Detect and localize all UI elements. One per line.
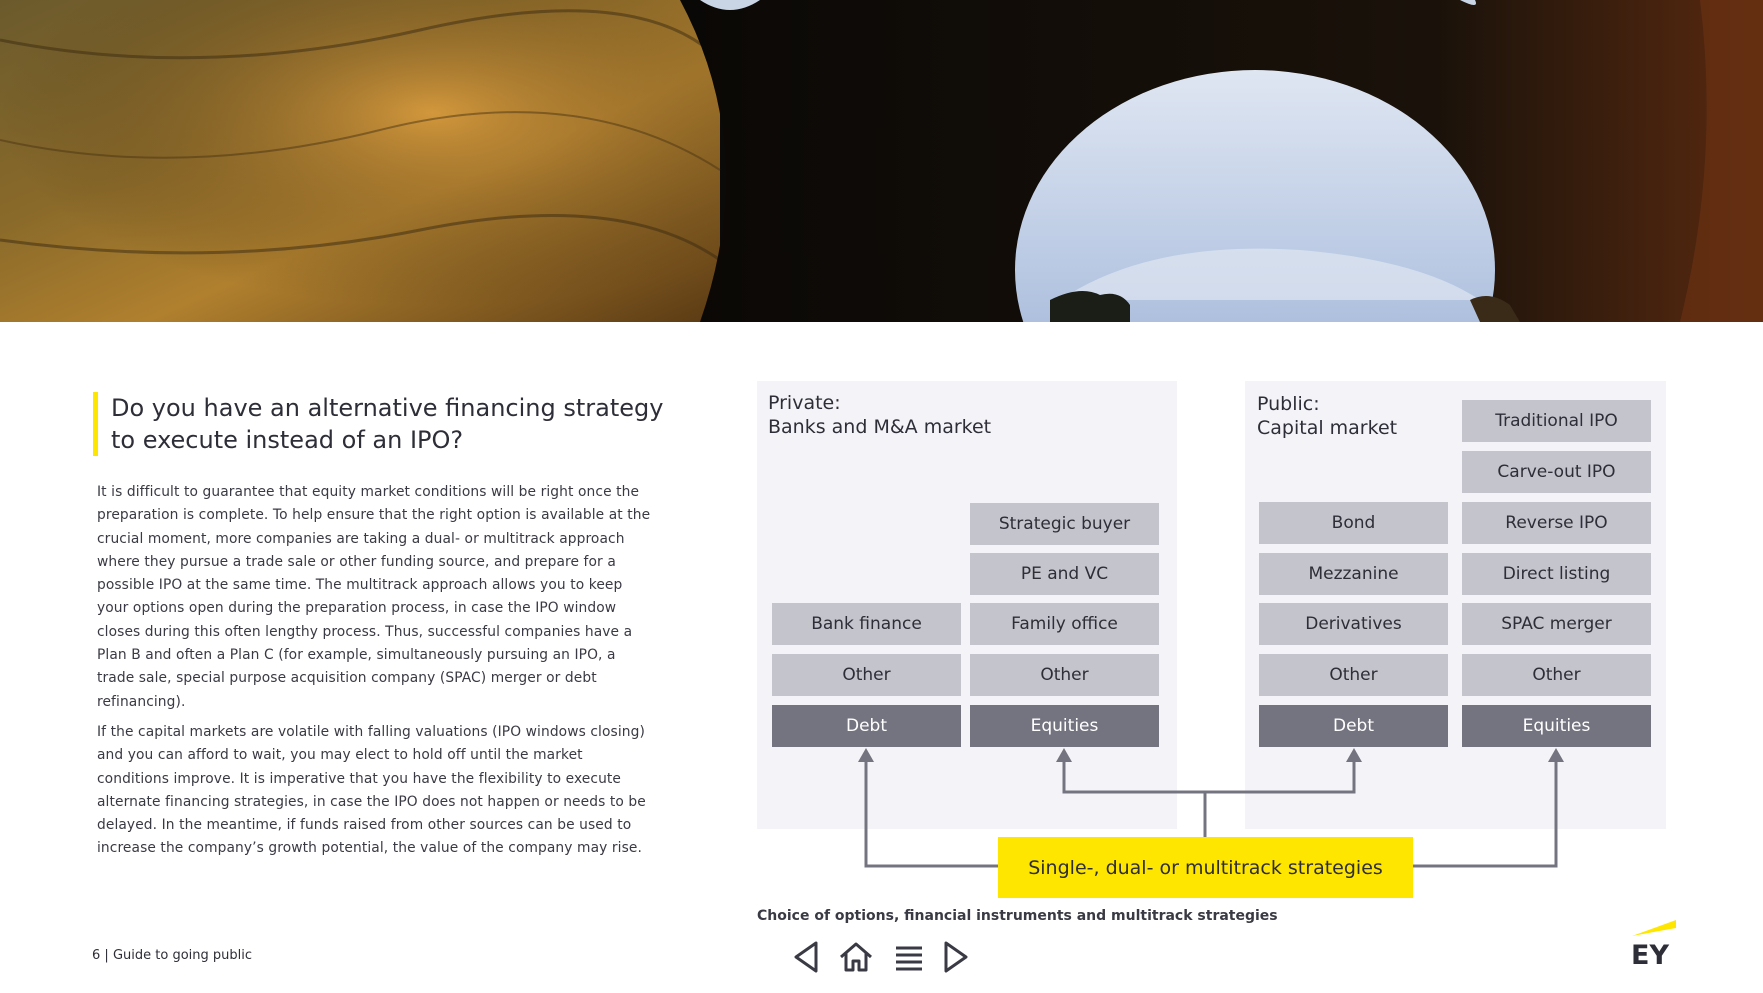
next-icon[interactable] bbox=[942, 940, 970, 974]
private-title-line2: Banks and M&A market bbox=[768, 416, 992, 438]
public-box-bond: Bond bbox=[1259, 502, 1448, 544]
public-box-direct-listing: Direct listing bbox=[1462, 553, 1651, 595]
arrow-line-public-equities bbox=[1413, 760, 1556, 866]
private-box-family-office: Family office bbox=[970, 603, 1159, 645]
public-box-debt-other: Other bbox=[1259, 654, 1448, 696]
private-box-pe-vc: PE and VC bbox=[970, 553, 1159, 595]
paragraph-1: It is difficult to guarantee that equity market conditions will be right once the preparation is complete. To help ensure that the right option is available at the crucial moment, more companies are taking a dual- or multitrack approach where they pursue a trade sale or other funding source, and prepare for a possible IPO at the same time. The multitrack approach allows you to keep your options open during the preparation process, in case the IPO window closes during this often lengthy process. Thus, successful companies have a Plan B and often a Plan C (for example, simultaneously pursuing an IPO, a trade sale, special purpose acquisition company (SPAC) merger or debt refinancing). bbox=[97, 484, 651, 710]
public-box-derivatives: Derivatives bbox=[1259, 603, 1448, 645]
private-box-equities: Equities bbox=[970, 705, 1159, 747]
private-box-equity-other: Other bbox=[970, 654, 1159, 696]
private-box-bank-finance: Bank finance bbox=[772, 603, 961, 645]
multitrack-strategies-box bbox=[998, 837, 1413, 898]
ey-logo bbox=[1630, 918, 1678, 970]
public-box-debt: Debt bbox=[1259, 705, 1448, 747]
arrowhead-public-equities bbox=[1548, 748, 1564, 762]
private-box-strategic-buyer: Strategic buyer bbox=[970, 503, 1159, 545]
public-box-mezzanine: Mezzanine bbox=[1259, 553, 1448, 595]
arrowhead-private-debt bbox=[858, 748, 874, 762]
public-box-spac-merger: SPAC merger bbox=[1462, 603, 1651, 645]
private-box-debt-other: Other bbox=[772, 654, 961, 696]
multitrack-strategies-label: Single-, dual- or multitrack strategies bbox=[1028, 856, 1383, 879]
heading-text: Do you have an alternative financing strategy to execute instead of an IPO? bbox=[111, 394, 664, 454]
previous-icon[interactable] bbox=[792, 940, 820, 974]
menu-icon[interactable] bbox=[894, 940, 924, 974]
arrow-line-private-debt bbox=[866, 760, 998, 866]
public-box-reverse-ipo: Reverse IPO bbox=[1462, 502, 1651, 544]
home-icon[interactable] bbox=[838, 940, 874, 974]
public-box-traditional-ipo: Traditional IPO bbox=[1462, 400, 1651, 442]
arrowhead-public-debt bbox=[1346, 748, 1362, 762]
private-title-line1: Private: bbox=[768, 392, 841, 414]
footer-title: Guide to going public bbox=[112, 948, 252, 963]
arrow-line-private-equities bbox=[1064, 760, 1205, 792]
footer-separator: | bbox=[104, 948, 109, 963]
arrowhead-private-equities bbox=[1056, 748, 1072, 762]
public-title-line2: Capital market bbox=[1257, 417, 1398, 439]
private-box-debt: Debt bbox=[772, 705, 961, 747]
public-box-carve-out-ipo: Carve-out IPO bbox=[1462, 451, 1651, 493]
ey-logo-text: EY bbox=[1631, 940, 1669, 966]
diagram-caption: Choice of options, financial instruments and multitrack strategies bbox=[757, 908, 1278, 924]
public-box-equities: Equities bbox=[1462, 705, 1651, 747]
page-number: 6 bbox=[92, 948, 101, 963]
page-footer bbox=[92, 948, 252, 963]
public-box-equity-other: Other bbox=[1462, 654, 1651, 696]
paragraph-2: If the capital markets are volatile with falling valuations (IPO windows closing) and you can afford to wait, you may elect to hold off until the market conditions improve. It is imperative that you have the flexibility to execute alternate financing strategies, in case the IPO does not happen or needs to be delayed. In the meantime, if funds raised from other sources can be used to increase the company’s growth potential, the value of the company may rise. bbox=[97, 723, 646, 857]
public-title-line1: Public: bbox=[1257, 393, 1320, 415]
arrow-line-public-debt bbox=[1205, 760, 1354, 792]
